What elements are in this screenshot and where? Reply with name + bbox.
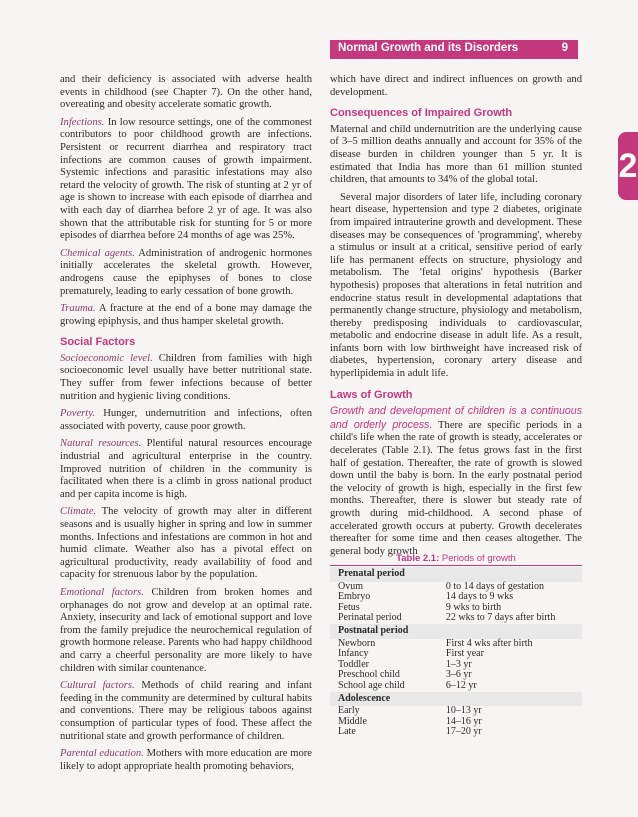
paragraph: Maternal and child undernutrition are the underlying cause of 3–5 million deaths annually and account for 35% of the disease burden in children younger than 5 yr. It is estimated that India has more than 61 million stunted children, that amounts to 34% of the global total. xyxy=(330,123,582,186)
term: Chemical agents. xyxy=(60,247,135,259)
table-row xyxy=(330,727,582,738)
text: Plentiful natural resources encourage industrial and agricultural enterprise in the country. Improved nutrition of children in the community is facilitated when there is a climb in gross national product and per capita income is high. xyxy=(60,438,312,500)
text: Hunger, undernutrition and infections, often associated with poverty, cause poor growth. xyxy=(60,408,312,432)
table-cell-period: Preschool child xyxy=(338,669,400,681)
table-cell-duration: First year xyxy=(445,648,484,660)
table-group-label: Postnatal period xyxy=(330,624,582,639)
table-cell-duration: 1–3 yr xyxy=(445,658,472,670)
table-cell-duration: 17–20 yr xyxy=(445,726,482,738)
paragraph-socioeconomic xyxy=(60,353,312,403)
table-cell-duration: 6–12 yr xyxy=(445,679,477,691)
table-cell-period: Toddler xyxy=(338,658,369,670)
table-cell-period: Embryo xyxy=(338,591,371,603)
table-cell-period: Perinatal period xyxy=(338,612,402,624)
paragraph-poverty xyxy=(60,408,312,433)
term: Emotional factors. xyxy=(60,586,144,598)
text: There are specific periods in a child's life when the rate of growth is steady, accelerates or decelerates (Table 2.1). The fetus grows fast in the first half of gestation. Thereafter, the rate of growth is slowed down until the baby is born. In the early postnatal period the velocity of growth is high, especially in the first few months. Thereafter, there is slower but steady rate of growth during mid-childhood. A second phase of accelerated growth occurs at puberty. Growth decelerates thereafter for some time and then ceases altogether. The general body growth xyxy=(330,419,582,557)
section-heading: Laws of Growth xyxy=(330,388,413,401)
paragraph-laws xyxy=(330,405,582,558)
text: A fracture at the end of a bone may damage the growing epiphysis, and thus hamper skeletal growth. xyxy=(60,303,312,327)
paragraph: Several major disorders of later life, including coronary heart disease, hypertension and type 2 diabetes, originate from impaired intrauterine growth and development. These diseases may be consequences of 'programming', whereby a stimulus or insult at a critical, sensitive period of early life has permanent effects on structure, physiology and metabolism. The 'fetal origins' hypothesis (Barker hypothesis) proposes that alterations in fetal nutrition and endocrine status result in developmental adaptations that permanently change structure, physiology and metabolism, thereby predisposing individuals to cardiovascular, metabolic and endocrine disease in adult life. As a result, infants born with low birthweight have increased risk of diabetes, hypertension, coronary artery disease and hyperlipidemia in adult life. xyxy=(330,191,582,380)
paragraph-climate xyxy=(60,506,312,582)
text: Methods of child rearing and infant feeding in the community are determined by cultural habits and conventions. There may be religious taboos against consumption of particular types of food. These affect the nutritional state and growth performance of children. xyxy=(60,680,312,742)
table-cell-duration: 14 days to 9 wks xyxy=(445,591,514,603)
table-cell-duration: 3–6 yr xyxy=(445,669,472,681)
table-cell-period: Early xyxy=(338,705,360,717)
table-title: Periods of growth xyxy=(441,553,516,564)
paragraph-chemical xyxy=(60,248,312,298)
periods-table xyxy=(330,553,582,738)
table-cell-period: Ovum xyxy=(338,580,363,592)
term: Infections. xyxy=(60,116,105,128)
table-cell-duration: 22 wks to 7 days after birth xyxy=(445,612,556,624)
table-top-rule xyxy=(330,565,582,566)
table-group-row xyxy=(330,624,582,639)
term: Trauma. xyxy=(60,303,96,315)
table-row xyxy=(330,681,582,692)
term: Cultural factors. xyxy=(60,680,135,692)
table-group-row xyxy=(330,692,582,707)
running-header xyxy=(330,40,578,59)
text: Children from broken homes and orphanages do not grow and develop at an optimal rate. Anxiety, insecurity and lack of emotional support and love from the family prejudice the neurochemical regulation of growth hormone release. Parents who had happy childhood and carry a cheerful personality are more likely to have children with similar countenance. xyxy=(60,586,312,674)
section-heading: Consequences of Impaired Growth xyxy=(330,107,513,120)
paragraph: which have direct and indirect influences on growth and development. xyxy=(330,74,582,98)
term: Parental education. xyxy=(60,748,144,760)
table-group-label: Adolescence xyxy=(330,692,582,707)
table-body xyxy=(330,567,582,738)
emphasis: Growth and development of children is a continuous and orderly process. xyxy=(330,405,582,431)
table-number: Table 2.1: xyxy=(396,553,440,564)
table-caption xyxy=(330,553,582,564)
table-cell-period: School age child xyxy=(338,679,405,691)
left-column xyxy=(60,74,312,778)
paragraph-parental xyxy=(60,748,312,773)
table-cell-duration: 14–16 yr xyxy=(445,715,482,727)
paragraph-natural xyxy=(60,438,312,501)
term: Poverty. xyxy=(60,408,96,420)
header-title: Normal Growth and its Disorders xyxy=(338,42,519,54)
text: Children from families with high socioeconomic level usually have better nutritional state. They suffer from fewer infections because of better nutrition and hygienic living conditions. xyxy=(60,352,312,402)
paragraph: and their deficiency is associated with adverse health events in childhood (see Chapter 7). On the other hand, overeating and obesity accelerate somatic growth. xyxy=(60,74,312,111)
term: Climate. xyxy=(60,506,97,518)
table-cell-duration: 9 wks to birth xyxy=(445,601,502,613)
table-group-row xyxy=(330,567,582,582)
table-cell-period: Middle xyxy=(338,715,367,727)
table-cell-duration: 0 to 14 days of gestation xyxy=(445,580,544,592)
page-number: 9 xyxy=(561,42,568,54)
table-cell-period: Infancy xyxy=(338,648,369,660)
text: In low resource settings, one of the commonest contributors to poor childhood growth are infections. Persistent or recurrent diarrhea and respiratory tract infections are common causes of growth impairment. Systemic infections and parasitic infestations may also retard the velocity of growth. The risk of stunting at 2 yr of age is shown to increase with each episode of diarrhea and with each day of diarrhea before 2 yr of age. It was also shown that the attributable risk for stunting for 5 or more episodes of diarrhea before 24 months of age was 25%. xyxy=(60,116,312,242)
table-cell-duration: First 4 wks after birth xyxy=(445,637,533,649)
paragraph-trauma xyxy=(60,303,312,328)
table-cell-period: Newborn xyxy=(338,637,376,649)
term: Natural resources. xyxy=(60,438,142,450)
paragraph-cultural xyxy=(60,680,312,743)
table-row xyxy=(330,613,582,624)
text: Mothers with more education are more likely to adopt appropriate health promoting behaviors, xyxy=(60,748,312,772)
table-cell-period: Fetus xyxy=(338,601,360,613)
paragraph-infections xyxy=(60,117,312,243)
chapter-tab: 2 xyxy=(618,132,638,200)
paragraph-emotional xyxy=(60,587,312,675)
term: Socioeconomic level. xyxy=(60,352,153,364)
text: Administration of androgenic hormones initially accelerates the skeletal growth. However, androgens cause the epiphyses of bones to close prematurely, leading to early cessation of bone growth. xyxy=(60,247,313,297)
table-cell-duration: 10–13 yr xyxy=(445,705,482,717)
table-group-label: Prenatal period xyxy=(330,567,582,582)
right-column xyxy=(330,74,582,563)
table-cell-period: Late xyxy=(338,726,356,738)
section-heading: Social Factors xyxy=(60,336,136,349)
text: The velocity of growth may alter in different seasons and is usually higher in spring and low in summer months. Infections and infestations are common in hot and humid climate. Weather also has a pivotal effect on agricultural productivity, ready availability of food and capacity for strenuous labor by the population. xyxy=(60,506,312,581)
